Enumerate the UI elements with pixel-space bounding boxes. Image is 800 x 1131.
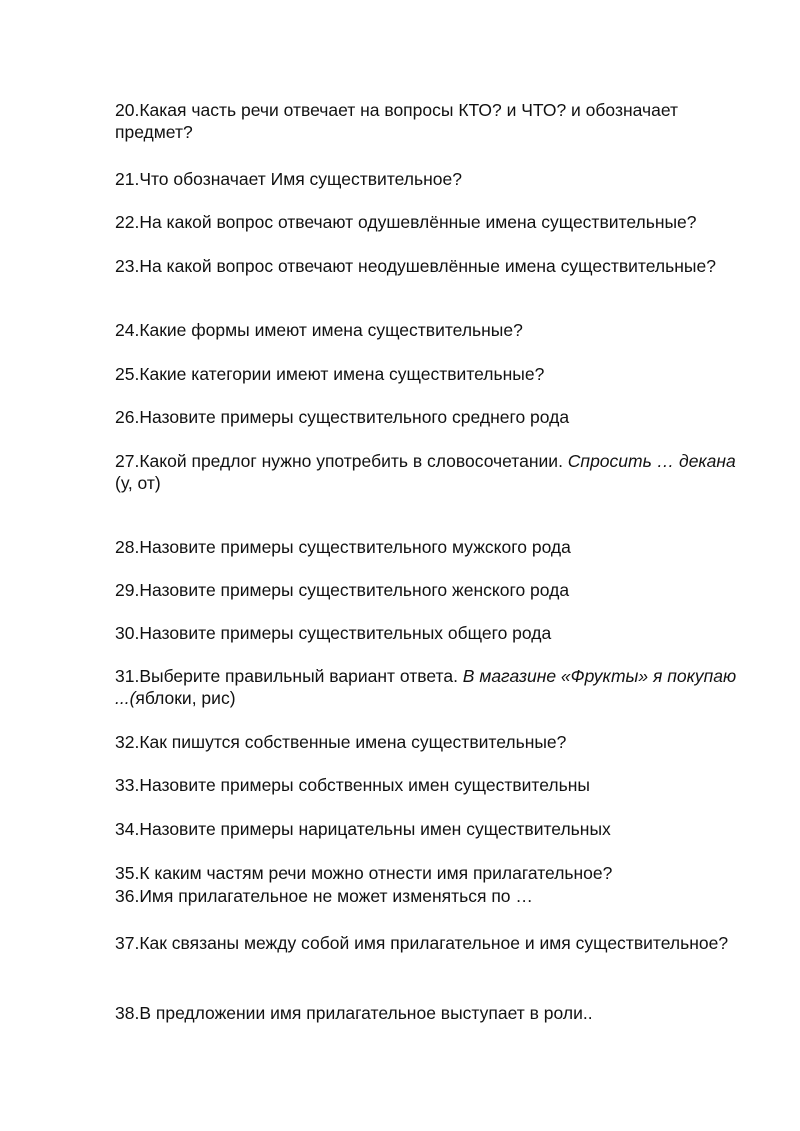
question-text-run: 37.Как связаны между собой имя прилагательное и имя существительное? [115,933,729,953]
question-30 [115,622,755,644]
question-37 [115,932,755,954]
question-text-run: 32.Как пишутся собственные имена существительные? [115,732,567,752]
question-35 [115,862,755,884]
question-27 [115,450,755,494]
question-34 [115,818,755,840]
question-25 [115,363,755,385]
question-26 [115,406,755,428]
question-text-run: 25.Какие категории имеют имена существительные? [115,364,545,384]
question-text-run: 26.Назовите примеры существительного среднего рода [115,407,570,427]
question-text-run: 34.Назовите примеры нарицательны имен существительных [115,819,611,839]
question-text-run: 38.В предложении имя прилагательное выступает в роли.. [115,1003,593,1023]
question-33 [115,774,755,796]
question-text-run: 31.Выберите правильный вариант ответа. [115,666,463,686]
question-text-run: В магазине «Фрукты» я покупаю ...( [115,666,737,708]
question-29 [115,579,755,601]
question-text-run: (у, от) [115,473,161,493]
question-21 [115,168,755,190]
question-text-run: 20.Какая часть речи отвечает на вопросы КТО? и ЧТО? и обозначает предмет? [115,100,679,142]
question-text-run: 28.Назовите примеры существительного мужского рода [115,537,571,557]
question-36 [115,885,755,907]
question-text-run: 35.К каким частям речи можно отнести имя прилагательное? [115,863,613,883]
question-text-run: 29.Назовите примеры существительного женского рода [115,580,570,600]
question-text-run: 33.Назовите примеры собственных имен существительны [115,775,590,795]
question-23 [115,255,755,277]
question-31 [115,665,755,709]
question-20 [115,99,755,143]
question-text-run: яблоки, рис) [135,688,236,708]
question-text-run: Спросить … декана [567,451,736,471]
question-22 [115,211,755,233]
question-text-run: 21.Что обозначает Имя существительное? [115,169,462,189]
question-text-run: 22.На какой вопрос отвечают одушевлённые имена существительные? [115,212,697,232]
question-text-run: 30.Назовите примеры существительных общего рода [115,623,552,643]
question-text-run: 36.Имя прилагательное не может изменяться по … [115,886,533,906]
question-32 [115,731,755,753]
question-28 [115,536,755,558]
question-text-run: 23.На какой вопрос отвечают неодушевлённые имена существительные? [115,256,716,276]
question-text-run: 27.Какой предлог нужно употребить в словосочетании. [115,451,568,471]
question-text-run: 24.Какие формы имеют имена существительные? [115,320,523,340]
question-24 [115,319,755,341]
question-38 [115,1002,755,1024]
